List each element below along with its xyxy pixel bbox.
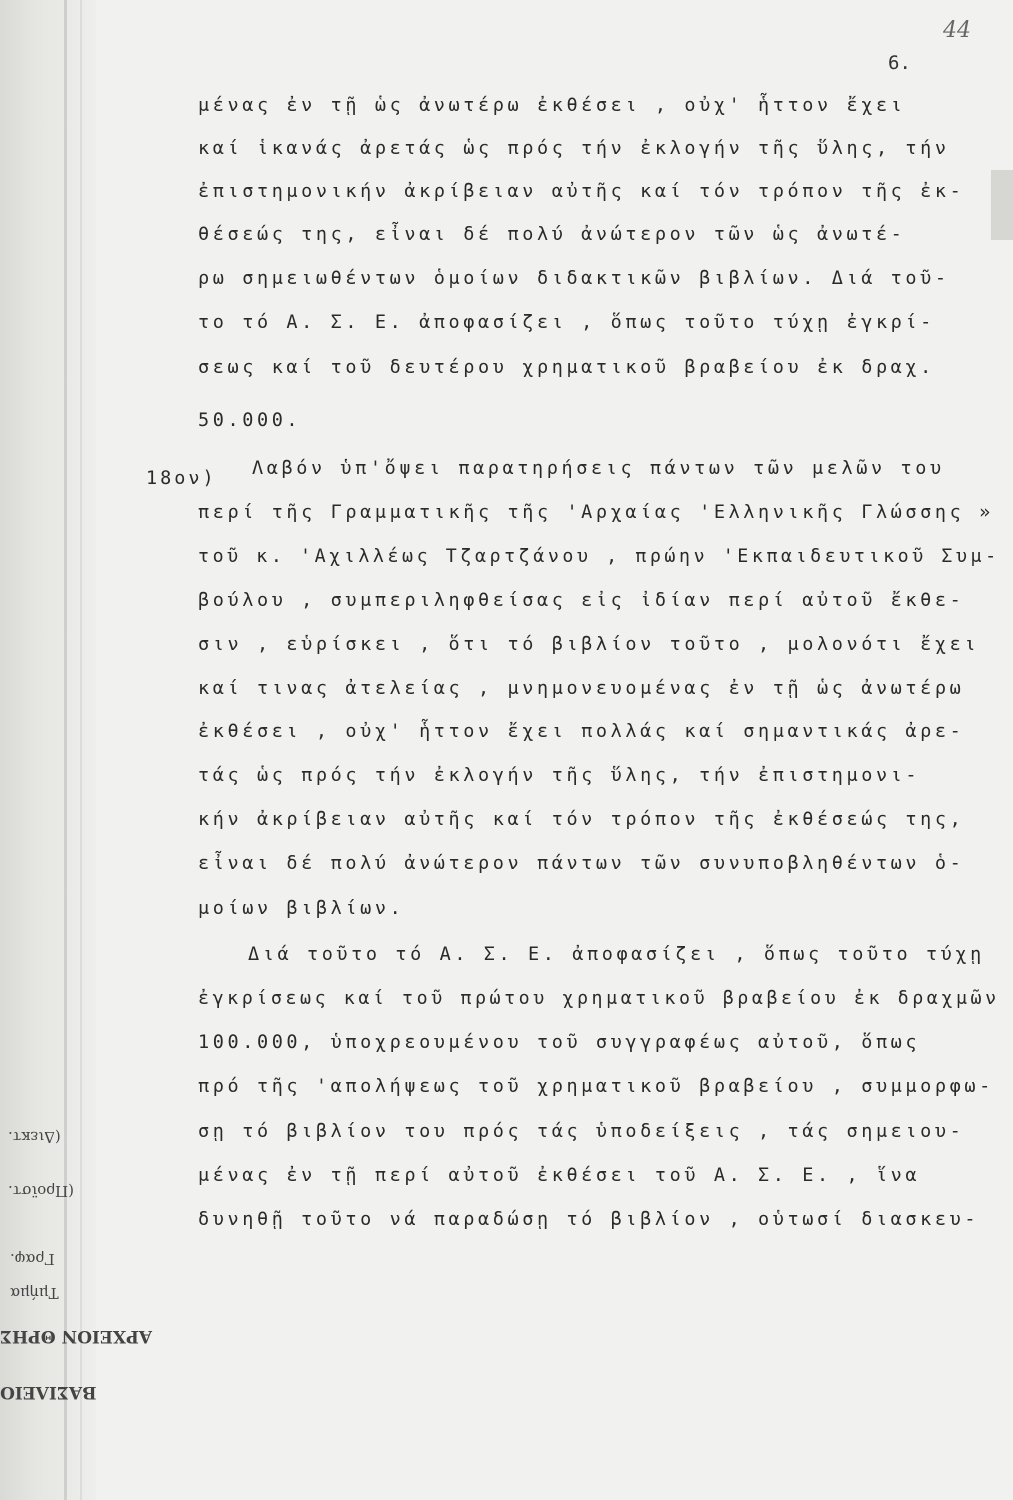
stamp-line-2: (Προϊστ. (8, 1182, 74, 1200)
para3-line-1: Διά τοῦτο τό Α. Σ. Ε. ἀποφασίζει , ὅπως τοῦτο τύχῃ (248, 944, 985, 965)
item-label: 18ον) (146, 468, 217, 489)
para2-line-11: μοίων βιβλίων. (198, 898, 405, 919)
para2-line-8: τάς ὡς πρός τήν ἐκλογήν τῆς ὕλης, τήν ἐπιστημονι- (198, 765, 921, 786)
page-edge-tab (991, 170, 1013, 240)
para3-line-6: μένας ἐν τῇ περί αὐτοῦ ἐκθέσει τοῦ Α. Σ. Ε. , ἵνα (198, 1165, 921, 1186)
stamp-line-4: Τμήμα (10, 1284, 59, 1302)
para2-line-6: καί τινας ἀτελείας , μνημονευομένας ἐν τῇ ὡς ἀνωτέρω (198, 678, 965, 699)
para1-line-2: καί ἱκανάς ἀρετάς ὡς πρός τήν ἐκλογήν τῆς ὕλης, τήν (198, 138, 950, 159)
stamp-line-6: ΒΑΣΙΛΕΙΟ (0, 1382, 97, 1402)
para1-line-6: το τό Α. Σ. Ε. ἀποφασίζει , ὅπως τοῦτο τύχῃ ἐγκρί- (198, 312, 935, 333)
para2-line-10: εἶναι δέ πολύ ἀνώτερον πάντων τῶν συνυποβληθέντων ὁ- (198, 853, 965, 874)
stamp-line-1: (Διεκτ. (8, 1128, 61, 1146)
para2-line-5: σιν , εὑρίσκει , ὅτι τό βιβλίον τοῦτο , μολονότι ἔχει (198, 634, 980, 655)
para2-line-7: ἐκθέσει , οὐχ' ἧττον ἔχει πολλάς καί σημαντικάς ἀρε- (198, 721, 965, 742)
para3-line-7: δυνηθῇ τοῦτο νά παραδώσῃ τό βιβλίον , οὑτωσί διασκευ- (198, 1209, 980, 1230)
stamp-line-5: ΑΡΧΕΙΟΝ ΘΡΗΣ (0, 1326, 153, 1346)
para2-line-4: βούλου , συμπεριληφθείσας εἰς ἰδίαν περί αὐτοῦ ἔκθε- (198, 590, 965, 611)
para2-line-1: Λαβόν ὑπ'ὄψει παρατηρήσεις πάντων τῶν μελῶν του (252, 458, 945, 479)
para1-line-1: μένας ἐν τῇ ὡς ἀνωτέρω ἐκθέσει , οὐχ' ἧττον ἔχει (198, 95, 906, 116)
spine-edge-inner (80, 0, 82, 1500)
para3-line-2: ἐγκρίσεως καί τοῦ πρώτου χρηματικοῦ βραβείου ἐκ δραχμῶν (198, 988, 1000, 1009)
para3-line-4: πρό τῆς 'απολήψεως τοῦ χρηματικοῦ βραβείου , συμμορφω- (198, 1076, 994, 1097)
para1-line-4: θέσεώς της, εἶναι δέ πολύ ἀνώτερον τῶν ὡς ἀνωτέ- (198, 224, 906, 245)
para2-line-3: τοῦ κ. 'Αχιλλέως Τζαρτζάνου , πρώην 'Εκπαιδευτικοῦ Συμ- (198, 546, 1000, 567)
para3-line-5: σῃ τό βιβλίον του πρός τάς ὑποδείξεις , τάς σημειου- (198, 1121, 965, 1142)
para2-line-2: περί τῆς Γραμματικῆς τῆς 'Αρχαίας 'Ελληνικῆς Γλώσσης » (198, 502, 994, 523)
page-number: 6. (888, 52, 911, 74)
para1-line-3: ἐπιστημονικήν ἀκρίβειαν αὐτῆς καί τόν τρόπον τῆς ἐκ- (198, 181, 965, 202)
para1-line-7: σεως καί τοῦ δευτέρου χρηματικοῦ βραβείου ἐκ δραχ. (198, 357, 935, 378)
para1-line-5: ρω σημειωθέντων ὁμοίων διδακτικῶν βιβλίων. Διά τοῦ- (198, 268, 950, 289)
spine-edge (64, 0, 67, 1500)
para2-line-9: κήν ἀκρίβειαν αὐτῆς καί τόν τρόπον τῆς ἐκθέσεώς της, (198, 809, 965, 830)
para3-line-3: 100.000, ὑποχρεουμένου τοῦ συγγραφέως αὐτοῦ, ὅπως (198, 1032, 921, 1053)
archive-number: 44 (943, 18, 971, 43)
para1-line-8: 50.000. (198, 410, 302, 431)
stamp-line-3: Γραφ. (10, 1250, 55, 1268)
